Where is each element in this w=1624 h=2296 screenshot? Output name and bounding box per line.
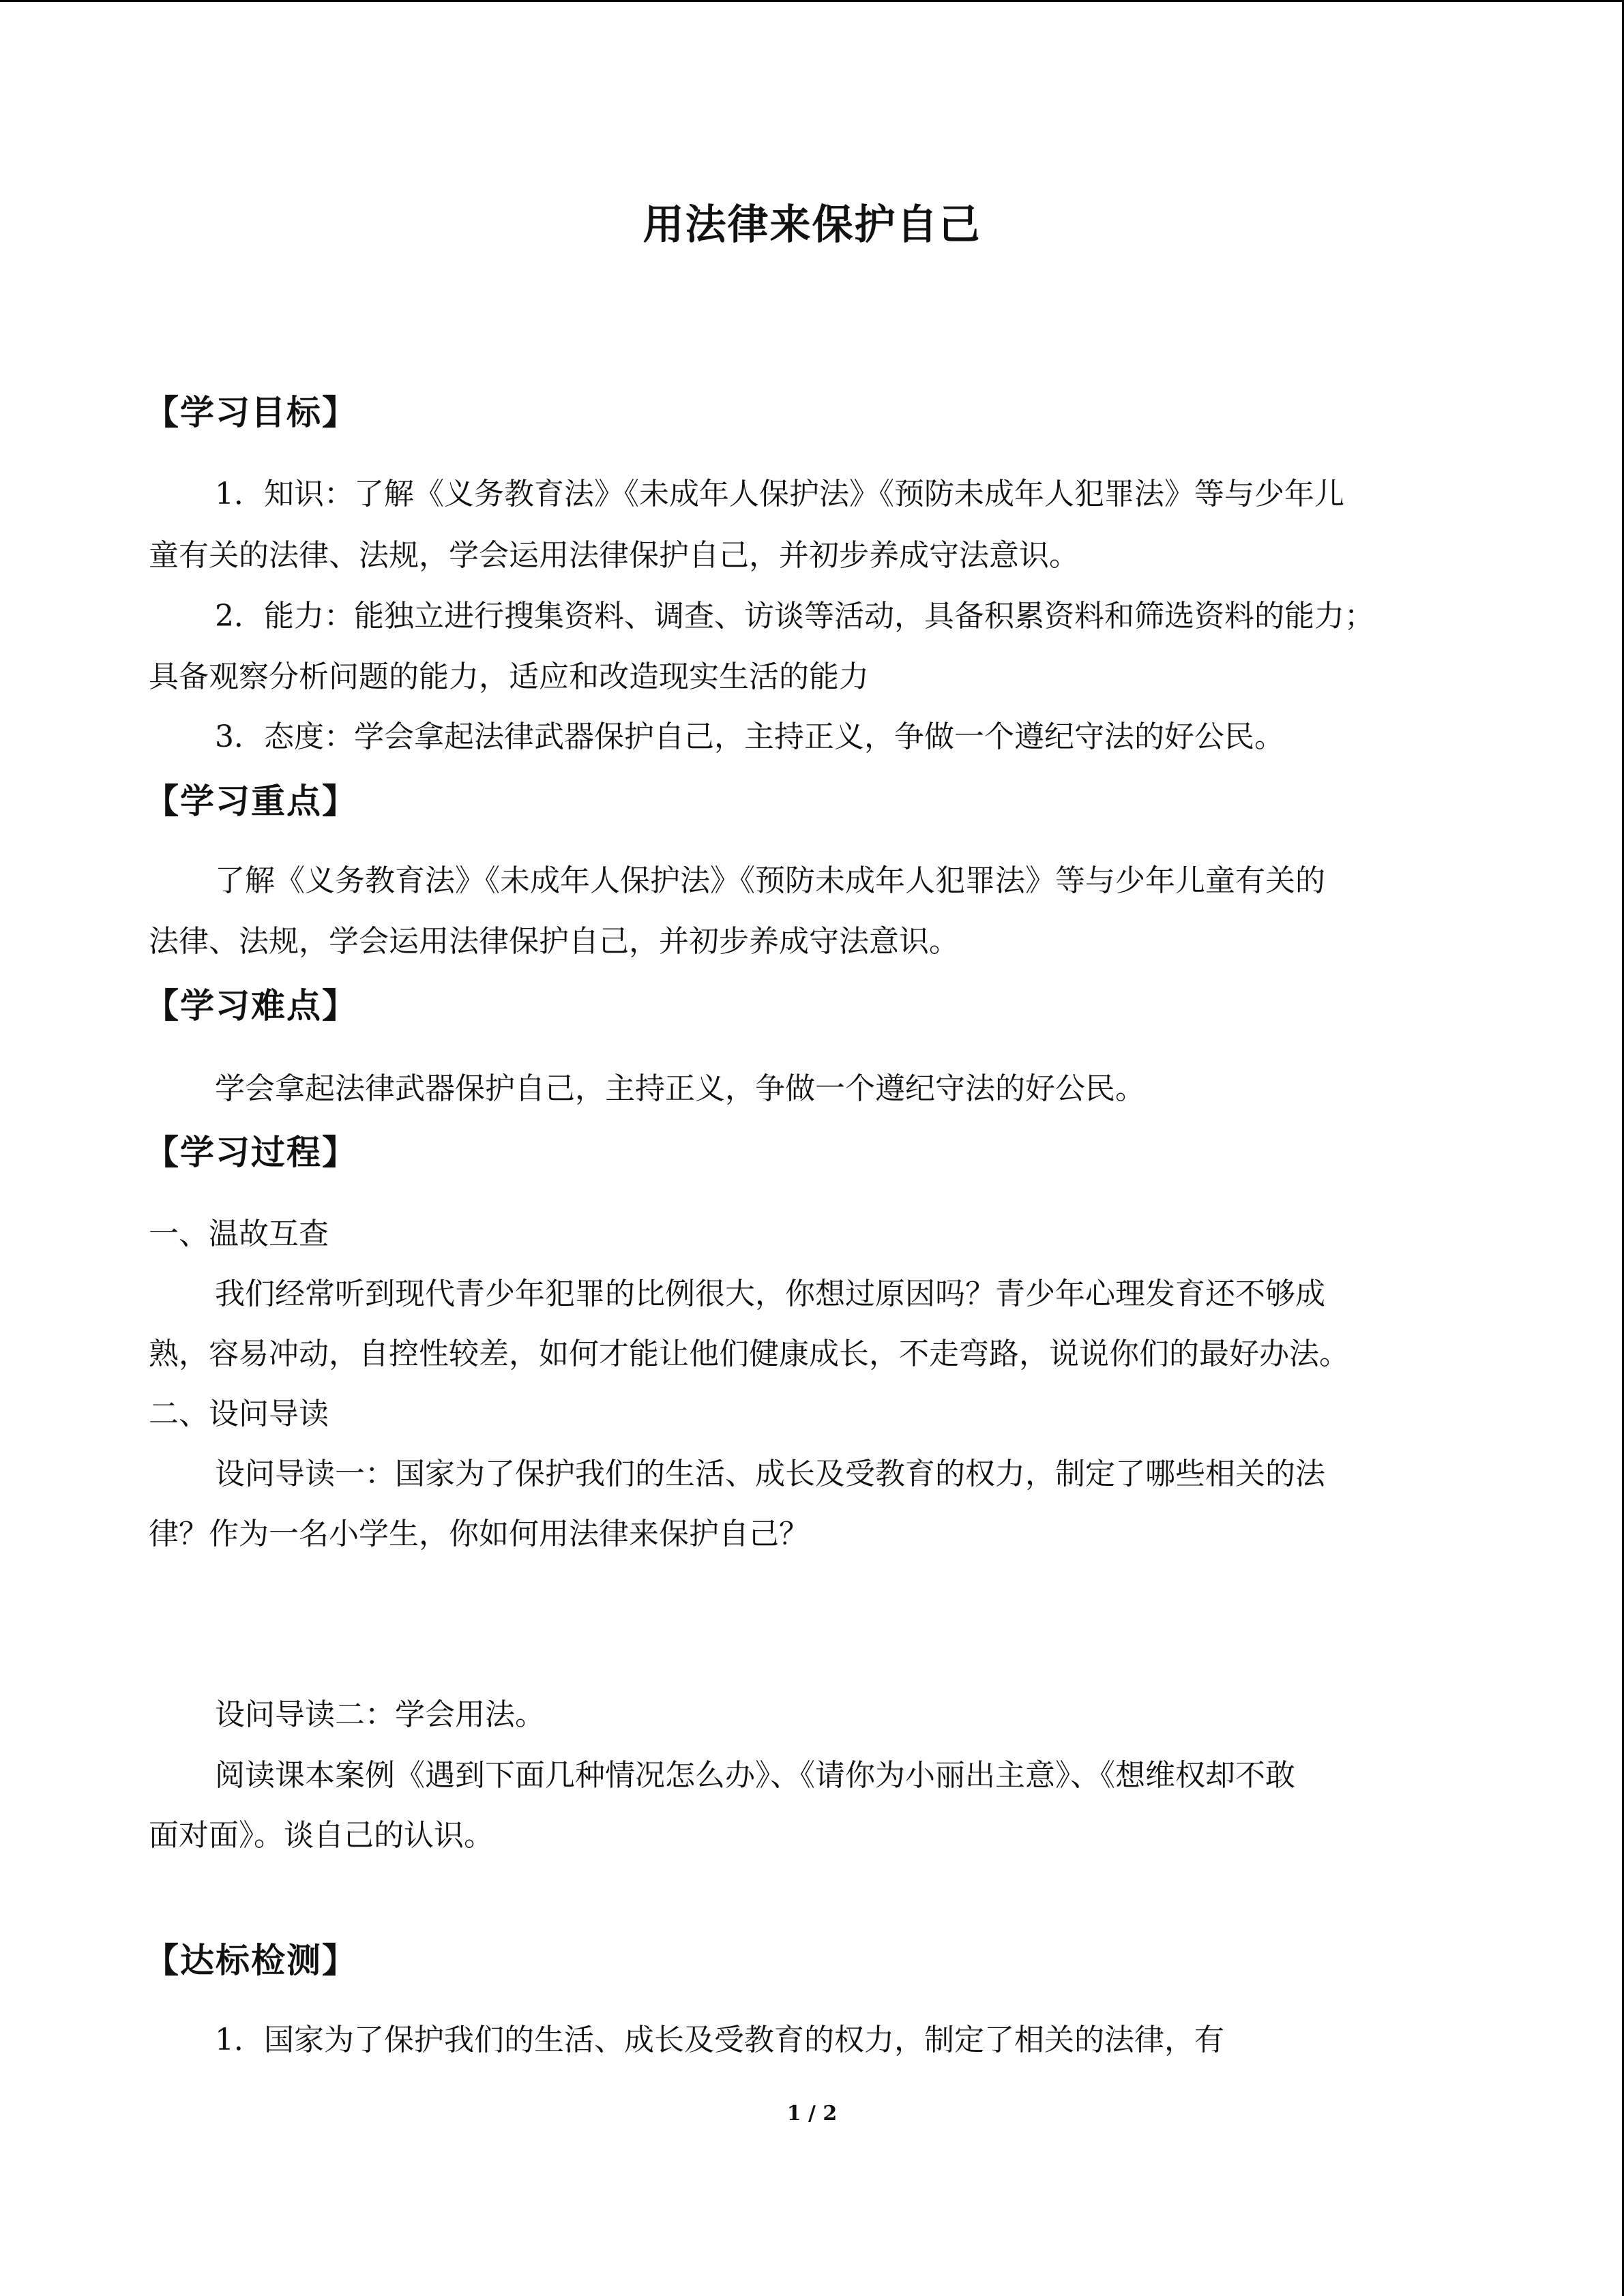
test-item-1-line-1: 1．国家为了保护我们的生活、成长及受教育的权力，制定了相关的法律，有 (215, 2023, 1224, 2057)
reading-line-2: 面对面》。谈自己的认识。 (149, 1818, 494, 1853)
document-title: 用法律来保护自己 (643, 201, 981, 249)
process-part-1-heading: 一、温故互查 (149, 1217, 329, 1251)
goal-1-line-1: 1．知识：了解《义务教育法》《未成年人保护法》《预防未成年人犯罪法》等与少年儿 (215, 477, 1344, 511)
page-number: 1 / 2 (786, 2102, 838, 2126)
process-part-1-line-1: 我们经常听到现代青少年犯罪的比例很大，你想过原因吗？青少年心理发育还不够成 (215, 1277, 1325, 1311)
key-points-line-2: 法律、法规，学会运用法律保护自己，并初步养成守法意识。 (149, 924, 959, 959)
section-heading-key-points: 【学习重点】 (145, 781, 357, 821)
process-part-1-line-2: 熟，容易冲动，自控性较差，如何才能让他们健康成长，不走弯路，说说你们的最好办法。 (149, 1337, 1349, 1371)
section-heading-test: 【达标检测】 (145, 1941, 357, 1980)
question-1-line-1: 设问导读一：国家为了保护我们的生活、成长及受教育的权力，制定了哪些相关的法 (215, 1457, 1325, 1491)
process-part-2-heading: 二、设问导读 (149, 1397, 329, 1431)
key-points-line-1: 了解《义务教育法》《未成年人保护法》《预防未成年人犯罪法》等与少年儿童有关的 (215, 863, 1325, 898)
goal-2-line-2: 具备观察分析问题的能力，适应和改造现实生活的能力 (149, 659, 869, 694)
section-heading-difficulties: 【学习难点】 (145, 986, 357, 1026)
section-heading-goals: 【学习目标】 (145, 393, 357, 432)
goal-3-line-1: 3．态度：学会拿起法律武器保护自己，主持正义，争做一个遵纪守法的好公民。 (215, 719, 1284, 754)
difficulties-line-1: 学会拿起法律武器保护自己，主持正义，争做一个遵纪守法的好公民。 (215, 1071, 1145, 1106)
page-border-top (0, 0, 1624, 2)
question-2-line-1: 设问导读二：学会用法。 (215, 1697, 545, 1732)
reading-line-1: 阅读课本案例《遇到下面几种情况怎么办》、《请你为小丽出主意》、《想维权却不敢 (215, 1758, 1295, 1793)
goal-2-line-1: 2．能力：能独立进行搜集资料、调查、访谈等活动，具备积累资料和筛选资料的能力； (215, 599, 1374, 633)
question-1-line-2: 律？作为一名小学生，你如何用法律来保护自己？ (149, 1517, 809, 1551)
goal-1-line-2: 童有关的法律、法规，学会运用法律保护自己，并初步养成守法意识。 (149, 538, 1079, 573)
section-heading-process: 【学习过程】 (145, 1133, 357, 1172)
